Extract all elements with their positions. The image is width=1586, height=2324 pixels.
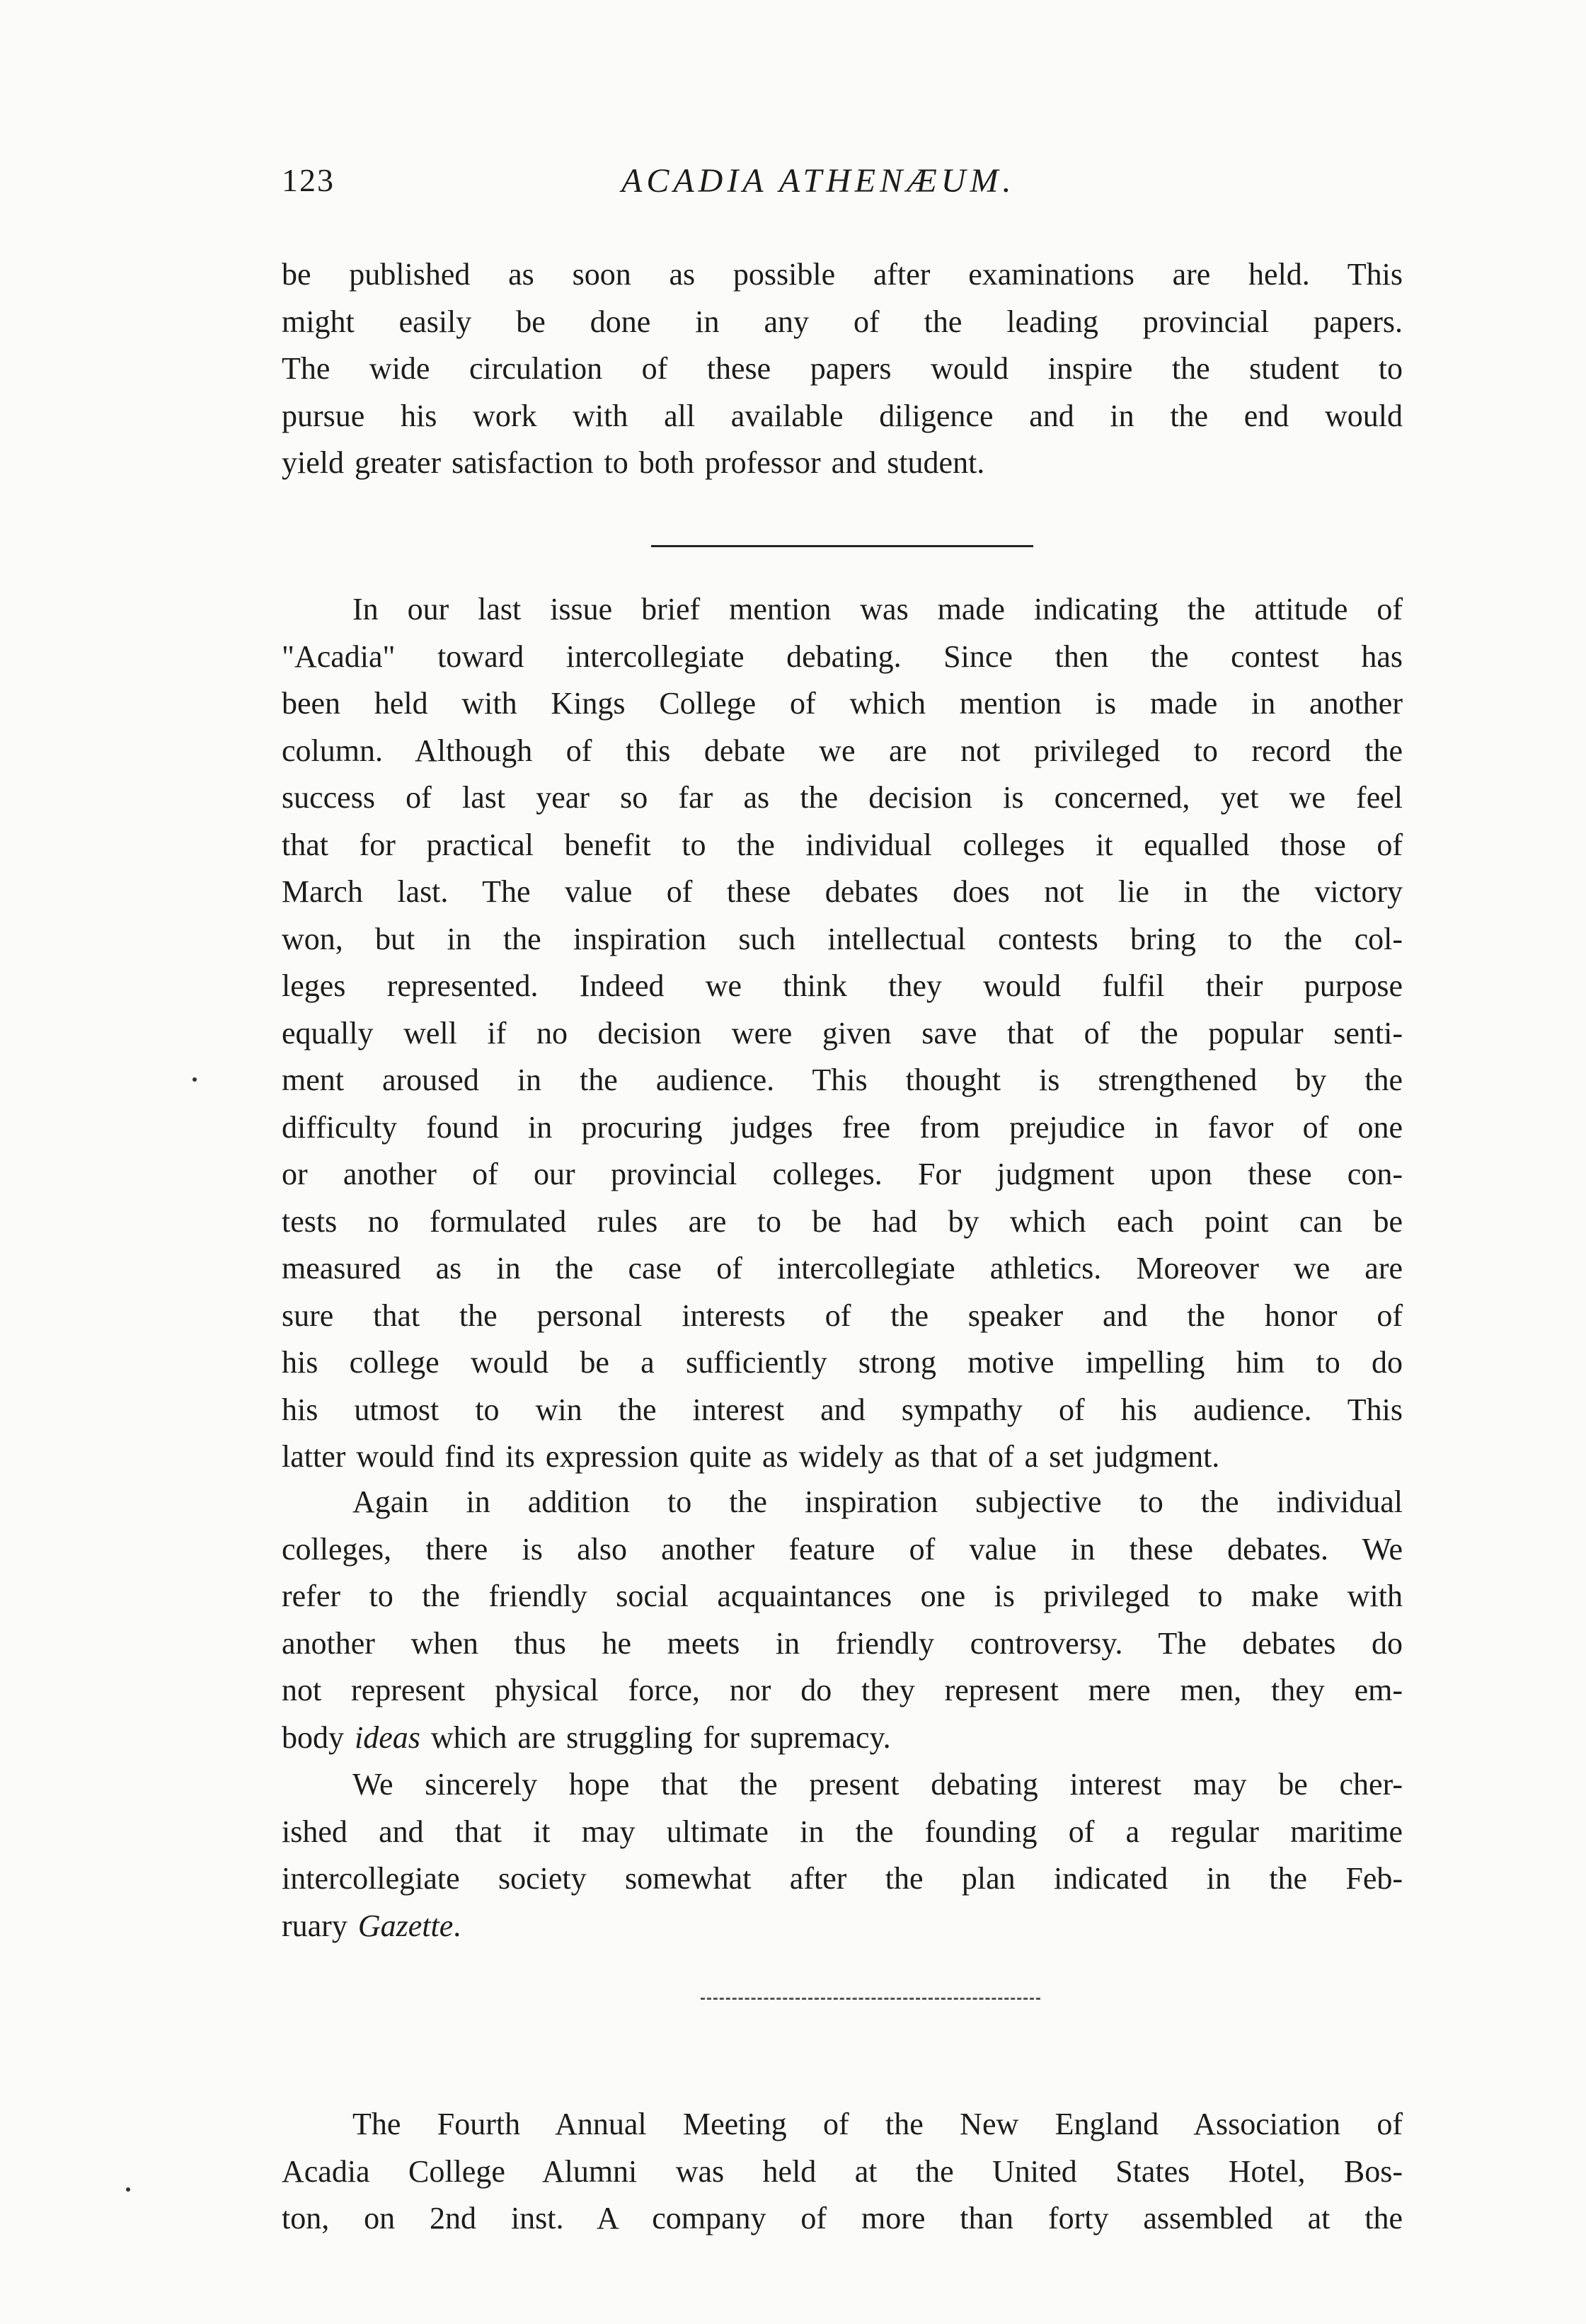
text-line: won, but in the inspiration such intellectual contests bring to the col-: [282, 921, 1403, 956]
ink-speck: [126, 2187, 130, 2192]
text-line: ished and that it may ultimate in the founding of a regular maritime: [282, 1814, 1403, 1849]
text-line: Again in addition to the inspiration subjective to the individual: [352, 1484, 1403, 1519]
text-fragment: which are struggling for supremacy.: [420, 1719, 891, 1755]
text-line: ton, on 2nd inst. A company of more than forty assembled at the: [282, 2201, 1403, 2236]
text-fragment: .: [453, 1908, 461, 1943]
section-divider-rule: [651, 545, 1033, 547]
text-line: "Acadia" toward intercollegiate debating. Since then the contest has: [282, 639, 1403, 674]
text-fragment: ruary: [282, 1908, 358, 1943]
text-line: [282, 1715, 1403, 1762]
text-line: March last. The value of these debates does not lie in the victory: [282, 874, 1403, 909]
text-line: might easily be done in any of the leading provincial papers.: [282, 304, 1403, 339]
text-line: intercollegiate society somewhat after the plan indicated in the Feb-: [282, 1861, 1403, 1896]
italic-text-fragment: Gazette: [357, 1908, 454, 1943]
text-line: colleges, there is also another feature of value in these debates. We: [282, 1531, 1403, 1567]
text-line: another when thus he meets in friendly controversy. The debates do: [282, 1625, 1403, 1661]
italic-text-fragment: ideas: [355, 1719, 420, 1755]
text-line: tests no formulated rules are to be had by which each point can be: [282, 1203, 1403, 1239]
running-title: ACADIA ATHENÆUM.: [621, 162, 1016, 200]
text-line: The wide circulation of these papers would inspire the student to: [282, 351, 1403, 386]
text-line: that for practical benefit to the individual colleges it equalled those of: [282, 827, 1403, 862]
text-line: [282, 1903, 1403, 1950]
text-line: We sincerely hope that the present debating interest may be cher-: [352, 1767, 1403, 1802]
text-line: be published as soon as possible after examinations are held. This: [282, 257, 1403, 292]
text-fragment: body: [282, 1719, 355, 1755]
text-line: or another of our provincial colleges. For judgment upon these con-: [282, 1157, 1403, 1191]
text-line: refer to the friendly social acquaintances one is privileged to make with: [282, 1579, 1403, 1613]
section-divider-dotted-rule: [701, 1998, 1040, 2000]
text-line: In our last issue brief mention was made indicating the attitude of: [352, 592, 1403, 626]
text-line: pursue his work with all available diligence and in the end would: [282, 398, 1403, 433]
text-line: leges represented. Indeed we think they would fulfil their purpose: [282, 968, 1403, 1003]
text-line: Acadia College Alumni was held at the United States Hotel, Bos-: [282, 2153, 1403, 2189]
text-line: latter would find its expression quite as widely as that of a set judgment.: [282, 1439, 1220, 1474]
page-number: 123: [282, 162, 335, 198]
text-line: equally well if no decision were given save that of the popular senti-: [282, 1015, 1403, 1051]
text-line: column. Although of this debate we are not privileged to record the: [282, 733, 1403, 768]
text-line: ment aroused in the audience. This thought is strengthened by the: [282, 1063, 1403, 1097]
text-line: sure that the personal interests of the speaker and the honor of: [282, 1298, 1403, 1333]
text-line: not represent physical force, nor do they represent mere men, they em-: [282, 1673, 1403, 1707]
text-line: difficulty found in procuring judges free from prejudice in favor of one: [282, 1109, 1403, 1145]
text-line: his college would be a sufficiently strong motive impelling him to do: [282, 1345, 1403, 1380]
page-header: [282, 161, 1414, 211]
editorial-paragraph-2: [282, 1479, 1403, 1761]
text-line: success of last year so far as the decision is concerned, yet we feel: [282, 780, 1403, 815]
text-line: The Fourth Annual Meeting of the New England Association of: [352, 2107, 1403, 2141]
alumni-meeting-paragraph: [282, 2101, 1403, 2243]
text-line: measured as in the case of intercollegiate athletics. Moreover we are: [282, 1251, 1403, 1286]
continuation-paragraph: [282, 251, 1403, 487]
text-line: his utmost to win the interest and sympathy of his audience. This: [282, 1392, 1403, 1427]
editorial-paragraph-3: [282, 1761, 1403, 1950]
editorial-paragraph-1: [282, 586, 1403, 1481]
text-line: been held with Kings College of which mention is made in another: [282, 686, 1403, 721]
ink-speck: [192, 1077, 197, 1082]
text-line: yield greater satisfaction to both professor and student.: [282, 445, 985, 480]
